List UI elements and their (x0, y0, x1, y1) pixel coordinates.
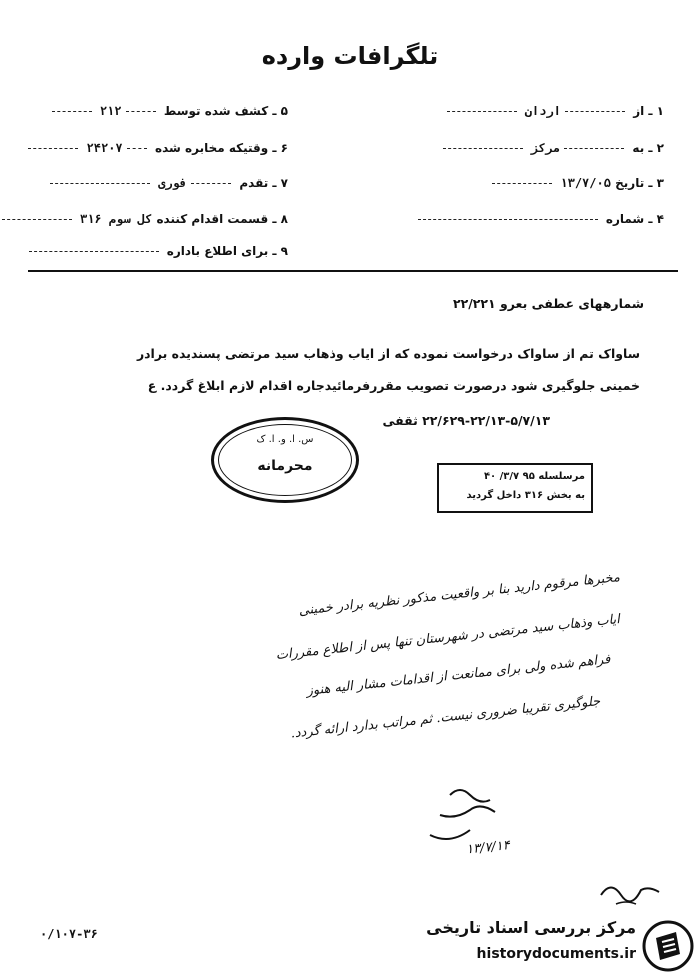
handwritten-note-line: جلوگیری تقریبا ضروری نیست. ثم مراتب بدارد ارائه گردد. (289, 694, 601, 742)
registration-stamp (437, 463, 593, 513)
confidential-stamp (211, 417, 359, 503)
field-value: ۲۴۲۰۷ (86, 141, 123, 155)
stamp-classification: محرمانه (257, 458, 313, 474)
field-label: ۳ ـ تاریخ (615, 176, 664, 190)
field-priority (50, 176, 288, 190)
body-line-2: خمینی جلوگیری شود درصورت تصویب مقررفرمائیدجاره اقدام لازم ابلاغ گردد. ع (147, 378, 640, 393)
watermark-text-fa: مرکز بررسی اسناد تاریخی (426, 918, 636, 937)
document-code: ۰/۱۰۷-۳۶ (40, 927, 98, 941)
field-value: ۲۱۲ (99, 104, 122, 118)
field-value: فوری (158, 176, 187, 190)
stamp-serial: مرسلسله ۹۵ ۳/۷/ ۴۰ (483, 471, 585, 482)
archive-logo-icon (642, 920, 694, 972)
signature-line: ۲۲/۶۲۹-۲۲/۱۳-۵/۷/۱۳ ثقفی (382, 413, 550, 428)
field-transmitted-at (28, 141, 288, 155)
stamp-routing: به بخش ۳۱۶ داخل گردید (466, 490, 585, 501)
handwritten-note-line: مخبرها مرقوم دارید بنا بر واقعیت مذکور نظریه برادر خمینی (298, 570, 621, 619)
field-number (418, 212, 664, 226)
header-divider (28, 270, 678, 272)
stamp-agency: س. ا. و. ا. ک (256, 434, 314, 445)
archive-watermark (412, 914, 700, 977)
field-value: اردان (524, 104, 561, 118)
document-title: تلگرافات وارده (261, 42, 439, 70)
field-label: ۱ ـ از (633, 104, 664, 118)
field-label: ۸ ـ قسمت اقدام کننده (156, 212, 288, 226)
field-value: کل سوم ۳۱۶ (79, 212, 153, 226)
reference-numbers: شمارههای عطفی بعرو ۲۲/۲۲۱ (452, 296, 644, 311)
field-from (447, 104, 665, 118)
field-decoded-by (52, 104, 288, 118)
initials-mark (596, 870, 666, 910)
field-value: ۱۳/۷/۰۵ (560, 176, 611, 190)
field-for-information (29, 244, 288, 258)
body-line-1: ساواک تم از ساواک درخواست نموده که از ایاب وذهاب سید مرتضی پسندیده برادر (136, 346, 640, 361)
field-label: ۹ ـ برای اطلاع باداره (166, 244, 288, 258)
handwritten-date: ۱۳/۷/۱۴ (465, 838, 511, 858)
field-label: ۷ ـ تقدم (239, 176, 288, 190)
field-label: ۴ ـ شماره (605, 212, 664, 226)
field-date (492, 176, 664, 190)
field-label: ۲ ـ به (632, 141, 664, 155)
watermark-text-en: historydocuments.ir (476, 946, 636, 962)
field-to (443, 141, 664, 155)
handwritten-note-line: ایاب وذهاب سید مرتضی در شهرستان تنها پس از اطلاع مقررات (275, 612, 621, 664)
field-label: ۶ ـ وقتیکه مخابره شده (155, 141, 288, 155)
field-value: مرکز (531, 141, 561, 155)
handwritten-note-line: فراهم شده ولی برای ممانعت از اقدامات مشار الیه هنوز (305, 652, 611, 699)
field-label: ۵ ـ کشف شده توسط (163, 104, 288, 118)
field-action-department (2, 212, 288, 226)
